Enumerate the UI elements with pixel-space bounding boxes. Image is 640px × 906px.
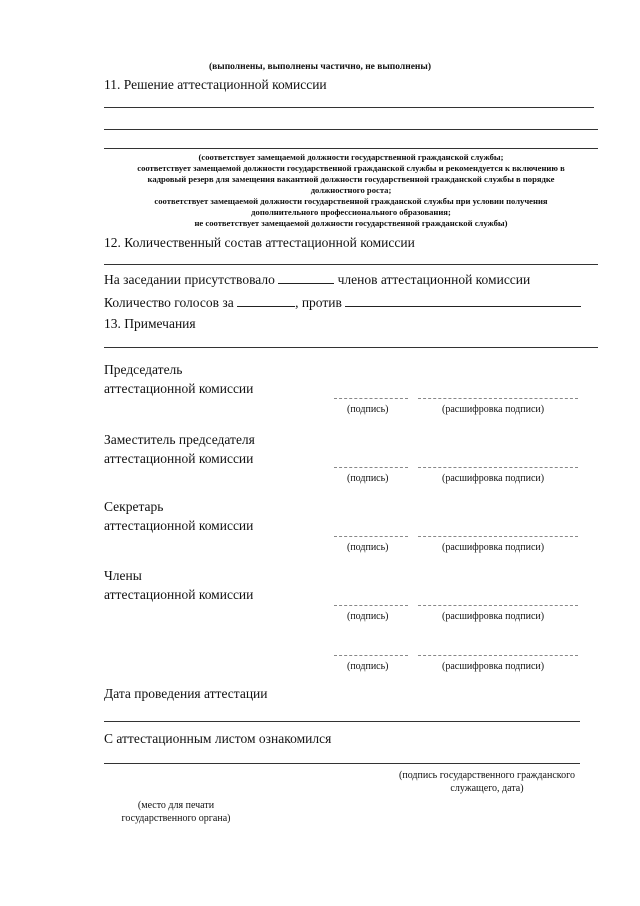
decision-option-line: (соответствует замещаемой должности государственной гражданской службы; [198,152,504,162]
secretary-signature-line[interactable] [334,536,408,537]
role-line-1: Члены [104,568,142,583]
secretary-role [104,497,253,535]
decision-option-line: соответствует замещаемой должности государственной гражданской службы при условии получения [154,196,548,206]
servant-caption-line-2: служащего, дата) [450,783,524,794]
present-suffix: членов аттестационной комиссии [337,272,531,287]
decode-caption: (расшифровка подписи) [442,473,545,484]
composition-line[interactable] [104,264,598,265]
decode-caption: (расшифровка подписи) [442,542,545,553]
member-2-decode-line[interactable] [418,655,578,656]
servant-signature-caption [380,769,594,795]
decision-options-text [104,152,598,229]
role-line-2: аттестационной комиссии [104,381,254,396]
notes-line[interactable] [104,347,598,348]
decision-line-1[interactable] [104,107,594,108]
decision-option-line: должностного роста; [310,185,392,195]
deputy-decode-line[interactable] [418,467,578,468]
role-line-2: аттестационной комиссии [104,587,254,602]
role-line-1: Секретарь [104,499,164,514]
member-1-signature-line[interactable] [334,605,408,606]
chairman-signature-line[interactable] [334,398,408,399]
chairman-role [104,360,253,398]
decode-caption: (расшифровка подписи) [442,611,545,622]
present-count-field[interactable] [278,271,334,284]
role-line-1: Председатель [104,362,183,377]
stamp-caption-line-1: (место для печати [137,800,215,811]
stamp-place-caption [96,799,256,825]
decision-option-line: кадровый резерв для замещения вакантной должности государственной гражданской службы в порядке [147,174,555,184]
signature-caption: (подпись) [347,611,389,622]
acquainted-label: С аттестационным листом ознакомился [104,731,332,746]
role-line-2: аттестационной комиссии [104,518,254,533]
acquainted-line[interactable] [104,763,580,764]
section-13-title: 13. Примечания [104,316,196,331]
section-11-title: 11. Решение аттестационной комиссии [104,77,327,92]
decision-line-3[interactable] [104,148,598,149]
votes-for-label: Количество голосов за [104,295,234,310]
stamp-caption-line-2: государственного органа) [121,813,231,824]
secretary-decode-line[interactable] [418,536,578,537]
decision-option-line: не соответствует замещаемой должности государственной гражданской службы) [194,218,508,228]
decision-option-line: соответствует замещаемой должности государственной гражданской службы и рекомендуется к включению в [137,163,565,173]
signature-caption: (подпись) [347,473,389,484]
present-prefix: На заседании присутствовало [104,272,275,287]
role-line-1: Заместитель председателя [104,432,255,447]
members-role [104,566,253,604]
decode-caption: (расшифровка подписи) [442,661,545,672]
deputy-signature-line[interactable] [334,467,408,468]
results-options-note: (выполнены, выполнены частично, не выполнены) [209,62,431,72]
votes-against-label: , против [295,295,342,310]
signature-caption: (подпись) [347,542,389,553]
section-12-title: 12. Количественный состав аттестационной комиссии [104,235,415,250]
chairman-decode-line[interactable] [418,398,578,399]
votes-for-field[interactable] [237,294,295,307]
deputy-chairman-role [104,430,255,468]
member-2-signature-line[interactable] [334,655,408,656]
decision-line-2[interactable] [104,129,598,130]
decode-caption: (расшифровка подписи) [442,404,545,415]
role-line-2: аттестационной комиссии [104,451,254,466]
votes-row [104,294,581,311]
signature-caption: (подпись) [347,404,389,415]
present-row [104,271,530,288]
member-1-decode-line[interactable] [418,605,578,606]
attestation-date-label: Дата проведения аттестации [104,686,268,701]
signature-caption: (подпись) [347,661,389,672]
attestation-date-line[interactable] [104,721,580,722]
votes-against-field[interactable] [345,294,581,307]
servant-caption-line-1: (подпись государственного гражданского [399,770,575,781]
decision-option-line: дополнительного профессионального образования; [251,207,451,217]
